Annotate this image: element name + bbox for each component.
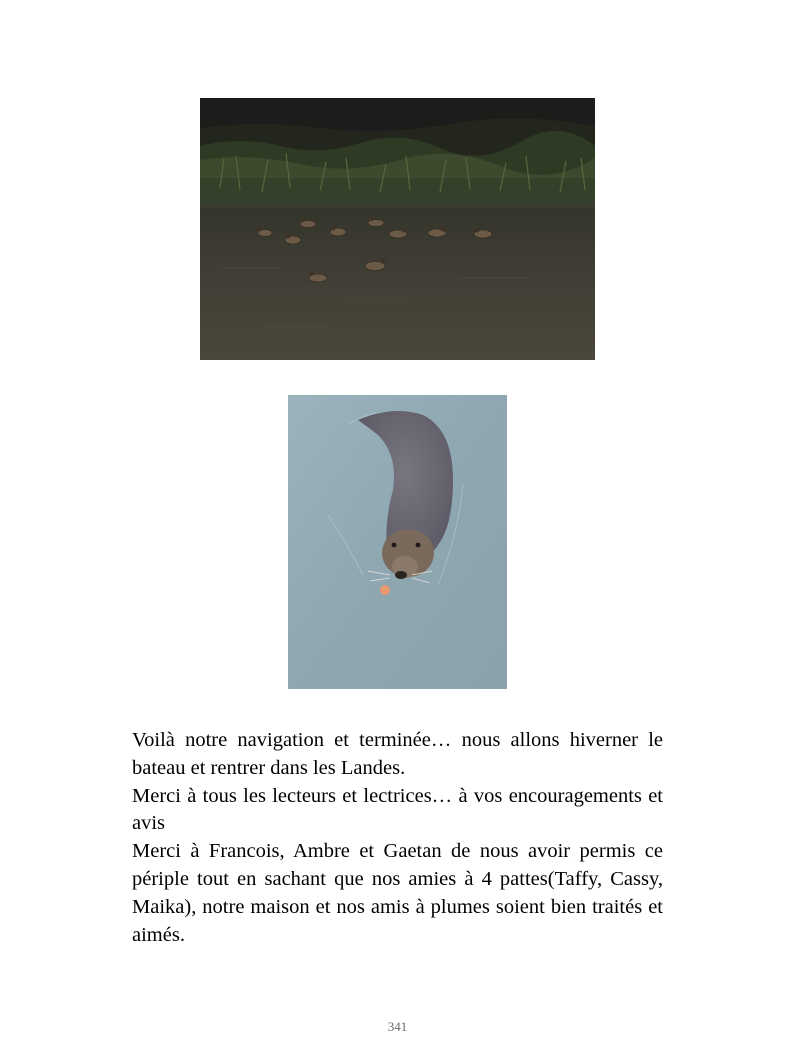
ducks-photo-image: [200, 98, 595, 360]
paragraph-thanks-friends: Merci à Francois, Ambre et Gaetan de nous avoir permis ce périple tout en sachant que nos amies à 4 pattes(Taffy, Cassy, Maika), notre maison et nos amis à plumes soient bien traités et aimés.: [132, 840, 663, 946]
page-number: 341: [387, 1019, 408, 1034]
body-text: [132, 727, 663, 949]
nutria-photo-image: [288, 395, 507, 689]
paragraph-navigation-ended: Voilà notre navigation et terminée… nous allons hiverner le bateau et rentrer dans les Landes.: [132, 729, 663, 779]
nutria-photo: [288, 395, 507, 689]
paragraph-thanks-readers: Merci à tous les lecteurs et lectrices… à vos encouragements et avis: [132, 784, 663, 835]
ducks-photo: [200, 98, 595, 360]
